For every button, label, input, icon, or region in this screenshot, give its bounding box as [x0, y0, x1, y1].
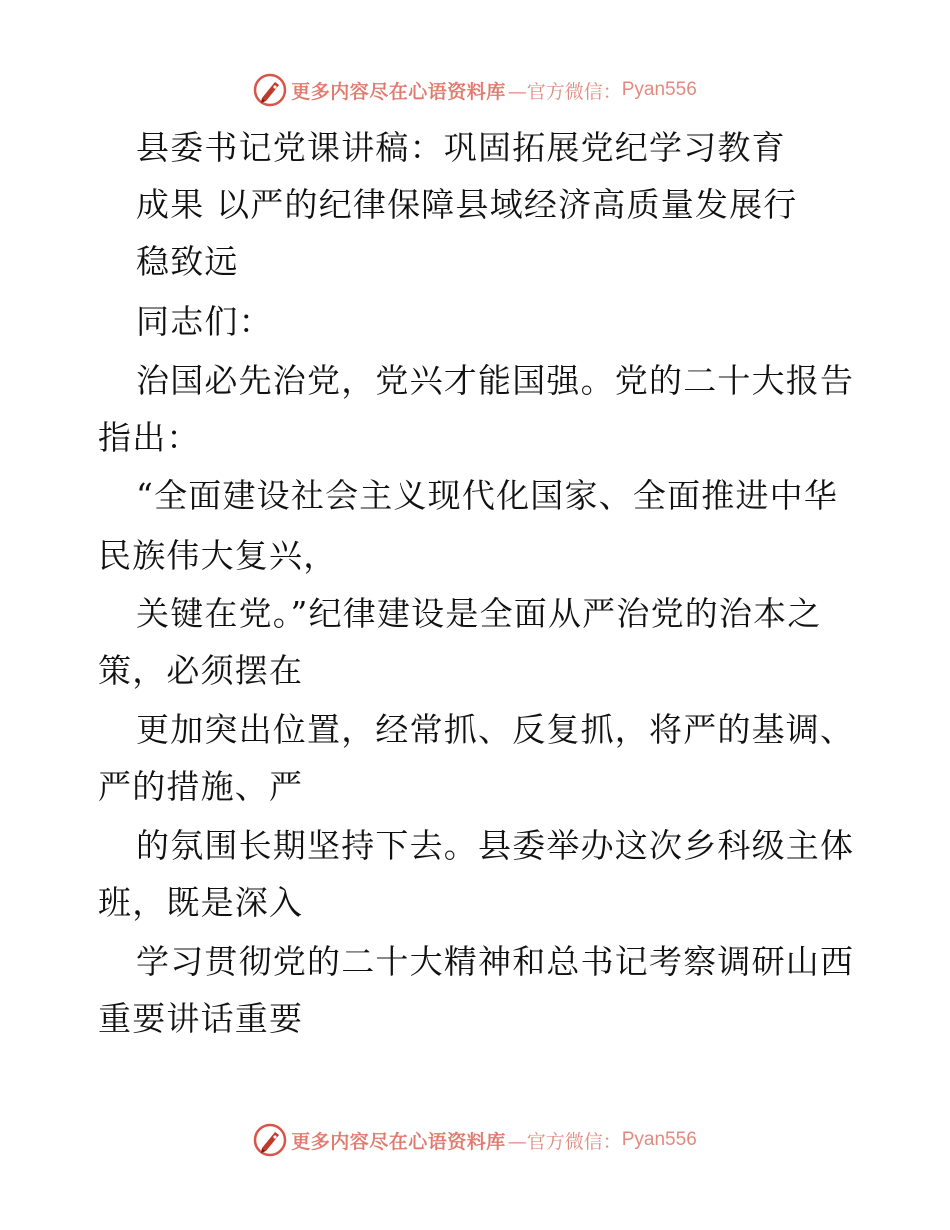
watermark-brand: 更多内容尽在心语资料库 — [291, 1130, 506, 1153]
watermark-brand: 更多内容尽在心语资料库 — [291, 80, 506, 103]
body-line: 的氛围长期坚持下去。县委举办这次乡科级主体 — [136, 826, 855, 865]
body-line: 更加突出位置，经常抓、反复抓，将严的基调、 — [136, 710, 855, 749]
title-line-3: 稳致远 — [136, 242, 239, 281]
fountain-pen-logo-icon — [253, 1123, 287, 1157]
fountain-pen-logo-icon — [253, 73, 287, 107]
header-watermark — [0, 70, 950, 110]
body-line: 学习贯彻党的二十大精神和总书记考察调研山西 — [136, 942, 855, 981]
footer-watermark — [0, 1120, 950, 1160]
title-line-2: 成果 以严的纪律保障县域经济高质量发展行 — [136, 185, 798, 224]
watermark-contact: —官方微信： — [507, 80, 622, 103]
body-line: 策，必须摆在 — [98, 651, 304, 690]
salutation: 同志们： — [136, 302, 273, 341]
body-line: 指出： — [98, 418, 201, 457]
body-line: 治国必先治党，党兴才能国强。党的二十大报告 — [136, 361, 855, 400]
body-line: 严的措施、严 — [98, 767, 304, 806]
watermark-contact: —官方微信： — [507, 1130, 622, 1153]
watermark-handle: Pyan556 — [621, 79, 697, 100]
body-line: 班，既是深入 — [98, 883, 304, 922]
body-line: 关键在党。”纪律建设是全面从严治党的治本之 — [136, 594, 822, 633]
body-line: 重要讲话重要 — [98, 999, 304, 1038]
body-line: “全面建设社会主义现代化国家、全面推进中华 — [136, 476, 839, 515]
watermark-handle: Pyan556 — [621, 1129, 697, 1150]
title-line-1: 县委书记党课讲稿：巩固拓展党纪学习教育 — [136, 128, 786, 167]
body-line: 民族伟大复兴， — [98, 536, 338, 575]
